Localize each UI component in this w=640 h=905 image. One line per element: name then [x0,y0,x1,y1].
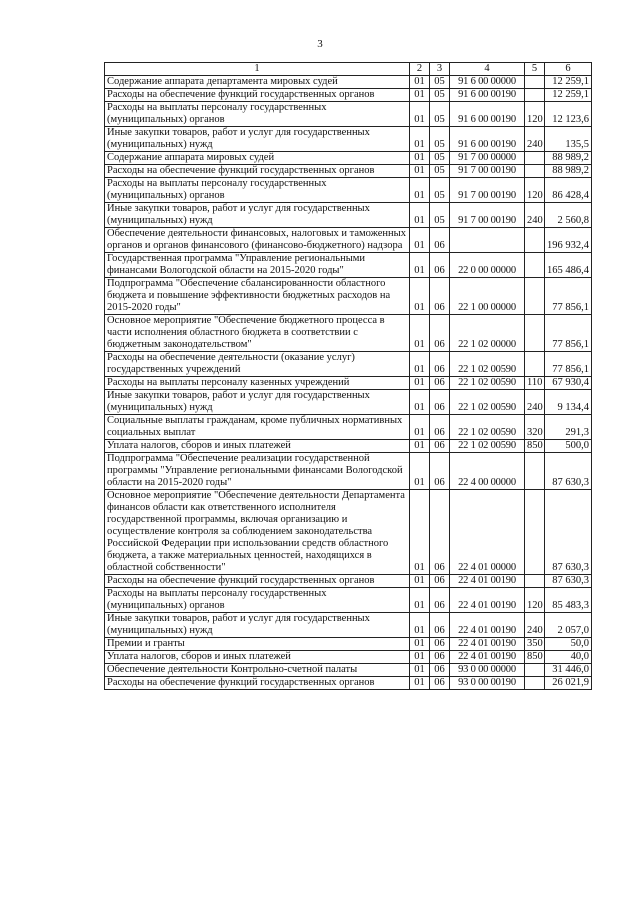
section-code-cell: 01 [410,89,430,102]
table-row [105,575,592,588]
row-name-cell: Премии и гранты [105,638,410,651]
target-article-cell: 91 7 00 00190 [450,178,525,203]
subsection-code-cell: 06 [430,377,450,390]
target-article-cell: 22 1 02 00590 [450,377,525,390]
target-article-cell: 22 4 01 00190 [450,588,525,613]
target-article-cell: 91 7 00 00190 [450,165,525,178]
expense-type-cell [525,76,545,89]
amount-cell: 291,3 [545,415,592,440]
table-row [105,588,592,613]
expense-type-cell [525,228,545,253]
subsection-code-cell: 06 [430,575,450,588]
table-row [105,152,592,165]
subsection-code-cell: 06 [430,588,450,613]
table-row [105,440,592,453]
amount-cell: 87 630,3 [545,490,592,575]
row-name-cell: Уплата налогов, сборов и иных платежей [105,440,410,453]
amount-cell: 12 123,6 [545,102,592,127]
section-code-cell: 01 [410,638,430,651]
table-row [105,377,592,390]
expense-type-cell [525,490,545,575]
expense-type-cell [525,165,545,178]
target-article-cell: 22 1 02 00590 [450,390,525,415]
target-article-cell: 93 0 00 00190 [450,677,525,690]
header-cell: 2 [410,63,430,76]
row-name-cell: Расходы на выплаты персоналу государственных (муниципальных) органов [105,178,410,203]
table-row [105,278,592,315]
amount-cell: 87 630,3 [545,453,592,490]
section-code-cell: 01 [410,76,430,89]
expense-type-cell: 850 [525,440,545,453]
subsection-code-cell: 06 [430,315,450,352]
subsection-code-cell: 05 [430,152,450,165]
section-code-cell: 01 [410,415,430,440]
subsection-code-cell: 06 [430,278,450,315]
expense-type-cell: 120 [525,588,545,613]
subsection-code-cell: 06 [430,490,450,575]
target-article-cell: 91 7 00 00000 [450,152,525,165]
expense-type-cell: 110 [525,377,545,390]
table-row [105,390,592,415]
table-row [105,89,592,102]
table-row [105,203,592,228]
section-code-cell: 01 [410,228,430,253]
header-cell: 1 [105,63,410,76]
row-name-cell: Расходы на обеспечение функций государственных органов [105,165,410,178]
section-code-cell: 01 [410,165,430,178]
header-cell: 4 [450,63,525,76]
row-name-cell: Расходы на обеспечение деятельности (оказание услуг) государственных учреждений [105,352,410,377]
target-article-cell: 22 4 01 00000 [450,490,525,575]
target-article-cell: 91 6 00 00190 [450,102,525,127]
target-article-cell: 22 4 01 00190 [450,651,525,664]
row-name-cell: Обеспечение деятельности финансовых, налоговых и таможенных органов и органов финансового (финансово-бюджетного) надзора [105,228,410,253]
table-row [105,76,592,89]
expense-type-cell: 240 [525,613,545,638]
expense-type-cell [525,664,545,677]
amount-cell: 9 134,4 [545,390,592,415]
section-code-cell: 01 [410,315,430,352]
expense-type-cell [525,278,545,315]
row-name-cell: Расходы на выплаты персоналу казенных учреждений [105,377,410,390]
amount-cell: 31 446,0 [545,664,592,677]
target-article-cell: 22 4 01 00190 [450,638,525,651]
table-row [105,253,592,278]
amount-cell: 12 259,1 [545,76,592,89]
amount-cell: 50,0 [545,638,592,651]
amount-cell: 196 932,4 [545,228,592,253]
table-row [105,453,592,490]
section-code-cell: 01 [410,651,430,664]
table-row [105,415,592,440]
row-name-cell: Иные закупки товаров, работ и услуг для государственных (муниципальных) нужд [105,127,410,152]
row-name-cell: Уплата налогов, сборов и иных платежей [105,651,410,664]
target-article-cell: 22 1 02 00590 [450,415,525,440]
row-name-cell: Государственная программа "Управление региональными финансами Вологодской области на 2015-2020 годы" [105,253,410,278]
row-name-cell: Иные закупки товаров, работ и услуг для государственных (муниципальных) нужд [105,203,410,228]
subsection-code-cell: 05 [430,178,450,203]
page-number: 3 [317,38,323,50]
table-row [105,165,592,178]
section-code-cell: 01 [410,490,430,575]
expense-type-cell: 320 [525,415,545,440]
expense-type-cell [525,253,545,278]
target-article-cell [450,228,525,253]
expense-type-cell [525,352,545,377]
subsection-code-cell: 06 [430,638,450,651]
row-name-cell: Основное мероприятие "Обеспечение бюджетного процесса в части исполнения областного бюджета в соответствии с бюджетным законодательством" [105,315,410,352]
table-row [105,490,592,575]
expense-type-cell: 240 [525,203,545,228]
row-name-cell: Расходы на обеспечение функций государственных органов [105,677,410,690]
expense-type-cell: 120 [525,102,545,127]
amount-cell: 40,0 [545,651,592,664]
section-code-cell: 01 [410,440,430,453]
expense-type-cell [525,89,545,102]
subsection-code-cell: 05 [430,76,450,89]
row-name-cell: Иные закупки товаров, работ и услуг для государственных (муниципальных) нужд [105,390,410,415]
table-row [105,178,592,203]
target-article-cell: 91 6 00 00000 [450,76,525,89]
target-article-cell: 22 1 02 00590 [450,440,525,453]
header-cell: 6 [545,63,592,76]
target-article-cell: 91 6 00 00190 [450,89,525,102]
target-article-cell: 93 0 00 00000 [450,664,525,677]
target-article-cell: 22 1 02 00590 [450,352,525,377]
target-article-cell: 22 4 01 00190 [450,575,525,588]
amount-cell: 88 989,2 [545,165,592,178]
amount-cell: 85 483,3 [545,588,592,613]
amount-cell: 500,0 [545,440,592,453]
target-article-cell: 22 1 00 00000 [450,278,525,315]
expense-type-cell [525,677,545,690]
table-row [105,677,592,690]
subsection-code-cell: 05 [430,203,450,228]
subsection-code-cell: 06 [430,651,450,664]
amount-cell: 77 856,1 [545,278,592,315]
expense-type-cell: 350 [525,638,545,651]
subsection-code-cell: 06 [430,228,450,253]
section-code-cell: 01 [410,664,430,677]
expense-type-cell [525,453,545,490]
section-code-cell: 01 [410,178,430,203]
subsection-code-cell: 06 [430,677,450,690]
amount-cell: 26 021,9 [545,677,592,690]
table-row [105,613,592,638]
section-code-cell: 01 [410,152,430,165]
row-name-cell: Подпрограмма "Обеспечение сбалансированности областного бюджета и повышение эффективности бюджетных расходов на 2015-2020 годы" [105,278,410,315]
subsection-code-cell: 06 [430,613,450,638]
section-code-cell: 01 [410,278,430,315]
expense-type-cell [525,152,545,165]
row-name-cell: Содержание аппарата департамента мировых судей [105,76,410,89]
target-article-cell: 91 6 00 00190 [450,127,525,152]
section-code-cell: 01 [410,127,430,152]
section-code-cell: 01 [410,377,430,390]
subsection-code-cell: 05 [430,89,450,102]
row-name-cell: Подпрограмма "Обеспечение реализации государственной программы "Управление региональными финансами Вологодской области на 2015-2020 годы" [105,453,410,490]
subsection-code-cell: 06 [430,664,450,677]
expense-type-cell [525,575,545,588]
row-name-cell: Расходы на обеспечение функций государственных органов [105,89,410,102]
table-row [105,638,592,651]
target-article-cell: 22 4 00 00000 [450,453,525,490]
section-code-cell: 01 [410,390,430,415]
amount-cell: 77 856,1 [545,352,592,377]
amount-cell: 2 560,8 [545,203,592,228]
amount-cell: 77 856,1 [545,315,592,352]
amount-cell: 2 057,0 [545,613,592,638]
section-code-cell: 01 [410,588,430,613]
table-row [105,664,592,677]
target-article-cell: 91 7 00 00190 [450,203,525,228]
expense-type-cell: 240 [525,390,545,415]
subsection-code-cell: 05 [430,102,450,127]
target-article-cell: 22 1 02 00000 [450,315,525,352]
subsection-code-cell: 06 [430,415,450,440]
subsection-code-cell: 06 [430,390,450,415]
section-code-cell: 01 [410,613,430,638]
section-code-cell: 01 [410,253,430,278]
table-row [105,102,592,127]
amount-cell: 165 486,4 [545,253,592,278]
section-code-cell: 01 [410,453,430,490]
subsection-code-cell: 06 [430,453,450,490]
table-row [105,651,592,664]
subsection-code-cell: 05 [430,165,450,178]
amount-cell: 135,5 [545,127,592,152]
expense-type-cell: 120 [525,178,545,203]
row-name-cell: Основное мероприятие "Обеспечение деятельности Департамента финансов области как ответственного исполнителя государственной программы, включая организацию и осуществление контроля за соблюдением законодательства Российской Федерации при использовании средств областного бюджета, а также материальных ценностей, находящихся в областной собственности" [105,490,410,575]
section-code-cell: 01 [410,352,430,377]
amount-cell: 12 259,1 [545,89,592,102]
amount-cell: 88 989,2 [545,152,592,165]
expense-type-cell: 850 [525,651,545,664]
row-name-cell: Расходы на выплаты персоналу государственных (муниципальных) органов [105,102,410,127]
row-name-cell: Расходы на обеспечение функций государственных органов [105,575,410,588]
row-name-cell: Обеспечение деятельности Контрольно-счетной палаты [105,664,410,677]
budget-table [104,62,592,690]
table-row [105,228,592,253]
expense-type-cell: 240 [525,127,545,152]
section-code-cell: 01 [410,203,430,228]
section-code-cell: 01 [410,677,430,690]
row-name-cell: Содержание аппарата мировых судей [105,152,410,165]
subsection-code-cell: 06 [430,253,450,278]
header-cell: 5 [525,63,545,76]
subsection-code-cell: 06 [430,352,450,377]
header-cell: 3 [430,63,450,76]
target-article-cell: 22 4 01 00190 [450,613,525,638]
section-code-cell: 01 [410,102,430,127]
row-name-cell: Расходы на выплаты персоналу государственных (муниципальных) органов [105,588,410,613]
table-row [105,352,592,377]
section-code-cell: 01 [410,575,430,588]
row-name-cell: Социальные выплаты гражданам, кроме публичных нормативных социальных выплат [105,415,410,440]
amount-cell: 87 630,3 [545,575,592,588]
target-article-cell: 22 0 00 00000 [450,253,525,278]
table-row [105,127,592,152]
amount-cell: 86 428,4 [545,178,592,203]
subsection-code-cell: 05 [430,127,450,152]
amount-cell: 67 930,4 [545,377,592,390]
expense-type-cell [525,315,545,352]
row-name-cell: Иные закупки товаров, работ и услуг для государственных (муниципальных) нужд [105,613,410,638]
table-row [105,315,592,352]
subsection-code-cell: 06 [430,440,450,453]
table-header-row [105,63,592,76]
